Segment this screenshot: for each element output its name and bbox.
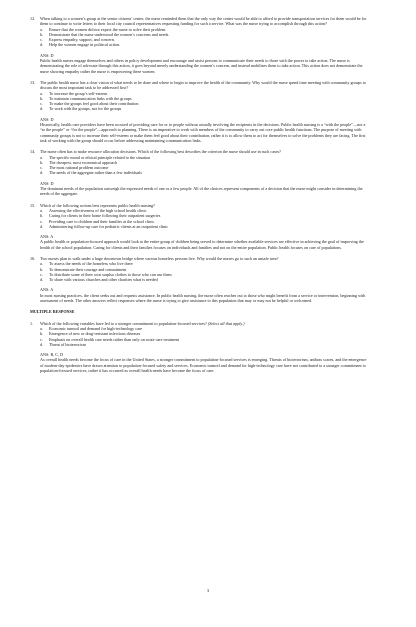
option-text: To make the groups feel good about their contribution — [49, 101, 139, 107]
option-letter: a. — [40, 207, 43, 213]
answer-key: ANS: A — [40, 287, 54, 293]
option-d — [40, 224, 370, 229]
rationale: Public health nurses engage themselves and others in policy development and encourage and assist persons to communicate their needs to those with the power to take action. The nurse is demonstrating the role of advocate through this action, it goes beyond merely understanding the women’s concern, and instead mobilizes them to take action. This action does not demonstrate the nurse showing empathy rather the nurse is empowering these women. — [40, 58, 363, 74]
question-stem: Two nurses plan to walk under a huge downtown bridge where various homeless persons live. Why would the nurses go to such an unsafe area? — [40, 255, 279, 261]
option-text: Administering follow-up care for pediatric clients at an outpatient clinic — [49, 223, 169, 229]
select-all-note: (Select all that apply.) — [207, 320, 245, 326]
question-14 — [30, 149, 370, 196]
question-stem-text: Which of the following variables have led to a stronger commitment to population-focused services? — [40, 320, 207, 326]
option-list — [40, 326, 370, 347]
option-text: Emergence of new or drug-resistant infectious diseases — [49, 331, 141, 337]
option-letter: c. — [40, 101, 43, 107]
option-letter: a. — [40, 325, 43, 331]
option-letter: c. — [40, 165, 43, 171]
option-text: Demonstrate that the nurse understood the women’s concerns and needs. — [49, 31, 170, 37]
option-letter: a. — [40, 261, 43, 267]
option-letter: d. — [40, 277, 44, 283]
option-letter: b. — [40, 331, 44, 337]
option-text: Help the women engage in political action. — [49, 42, 121, 48]
option-text: To work with the groups, not for the groups — [49, 106, 122, 112]
option-d — [40, 342, 370, 347]
option-letter: b. — [40, 266, 44, 272]
question-number: 16. — [30, 255, 36, 261]
option-d — [40, 106, 370, 111]
option-d — [40, 277, 370, 282]
option-text: Express empathy, support, and concern. — [49, 37, 115, 43]
option-text: To share with various churches and other charities what is needed — [49, 277, 158, 283]
option-text: The specific moral or ethical principle related to the situation — [49, 154, 151, 160]
option-letter: c. — [40, 336, 43, 342]
option-text: To demonstrate their courage and commitment — [49, 266, 127, 272]
option-text: Threat of bioterrorism — [49, 341, 86, 347]
option-letter: b. — [40, 213, 44, 219]
section-heading: MULTIPLE RESPONSE — [30, 309, 75, 315]
option-text: To increase the group’s self-esteem — [49, 90, 108, 96]
option-letter: d. — [40, 42, 44, 48]
option-list — [40, 208, 370, 229]
page-number: 3 — [206, 588, 210, 593]
option-letter: d. — [40, 223, 44, 229]
option-text: Providing care to children and their families at the school clinic — [49, 218, 155, 224]
option-letter: c. — [40, 218, 43, 224]
answer-key: ANS: D — [40, 180, 54, 186]
rationale: The dominant needs of the population outweigh the expressed needs of one or a few people. All of the choices represent components of a decision that the nurse might consider in determining the needs of the aggregate. — [40, 186, 363, 197]
answer-key: ANS: D — [40, 116, 54, 122]
rationale: In most nursing practices, the client seeks out and requests assistance. In public health nursing, the nurse often reaches out to those who might benefit from a service or intervention, beginning with assessment of needs. The other answers reflect responses where the nurse is trying to give assistance to this population that may or may not be helpful or welcomed. — [40, 292, 366, 304]
option-list — [40, 261, 370, 282]
option-text: The most rational problem outcome — [49, 165, 109, 171]
question-15 — [30, 203, 370, 250]
option-letter: c. — [40, 37, 43, 43]
option-text: Assessing the effectiveness of the high school health clinic — [49, 207, 147, 213]
option-letter: a. — [40, 154, 43, 160]
option-text: Ensure that the women did not expect the nurse to solve their problem. — [49, 26, 167, 32]
option-text: Caring for clients in their home following their outpatient surgeries — [49, 213, 161, 219]
question-number: 15. — [30, 202, 36, 208]
option-letter: b. — [40, 159, 44, 165]
option-letter: a. — [40, 26, 43, 32]
option-letter: b. — [40, 95, 44, 101]
question-stem: The nurse often has to make resource allocation decisions. Which of the following best describes the criterion the nurse should use in such cases? — [40, 149, 281, 155]
multiple-response-question-1 — [30, 321, 370, 374]
option-text: The needs of the aggregate rather than a few individuals — [49, 170, 143, 176]
option-d — [40, 42, 370, 47]
question-number: 14. — [30, 149, 36, 155]
rationale: A public health or population-focused approach would look at the entire group of children being served to determine whether available services are effective in achieving the goal of improving the health of the school population. Caring for clients and their families focuses on individuals and families and not on the entire population. Public health focuses on care of populations. — [40, 239, 364, 250]
question-number: 12. — [30, 16, 36, 21]
option-letter: a. — [40, 90, 43, 96]
option-list — [40, 27, 370, 48]
question-12 — [30, 16, 370, 74]
question-stem: The public health nurse has a clear vision of what needs to be done and where to begin to improve the health of the community. Why would the nurse spend time meeting with community groups to discuss the most important task to be addressed first? — [40, 79, 366, 91]
option-list — [40, 155, 370, 176]
option-text: Economic turmoil and demand for high-technology care — [49, 325, 143, 331]
question-13 — [30, 80, 370, 143]
option-text: To assess the needs of the homeless who live there — [49, 261, 133, 267]
option-letter: c. — [40, 271, 43, 277]
option-letter: d. — [40, 106, 44, 112]
question-stem: Which of the following actions best represents public health nursing? — [40, 202, 155, 208]
question-stem: When talking to a women’s group at the senior citizens’ center, the nurse reminded them that the only way the center would be able to afford to provide transportation services for them would be for them to continue to write letters to their local city council representatives requesting funding for such a service. What was the nurse trying to accomplish through this action? — [40, 16, 367, 27]
answer-key: ANS: D — [40, 52, 54, 58]
option-text: Emphasis on overall health care needs rather than only on acute care treatment — [49, 336, 180, 342]
rationale: As overall health needs become the focus of care in the United States, a stronger commitment to population-focused services is emerging. Threats of bioterrorism, anthrax scares, and the emergence of modern-day epidemics have drawn attention to population-focused safety and services. Economic turmoil and demand for high-technology care have not contributed to a stronger commitment to population-focused services, rather it has occurred as overall health needs have become the focus of care. — [40, 357, 367, 374]
option-text: To distribute some of their own surplus clothes to those who can use them — [49, 271, 172, 277]
option-text: The cheapest, most economical approach — [49, 159, 118, 165]
option-d — [40, 170, 370, 175]
option-text: To maintain communication links with the groups — [49, 95, 132, 101]
answer-key: ANS: B, C, D — [40, 352, 64, 358]
option-letter: d. — [40, 341, 44, 347]
option-letter: d. — [40, 170, 44, 176]
question-16 — [30, 256, 370, 303]
answer-key: ANS: A — [40, 234, 54, 240]
question-number: 1. — [30, 320, 34, 326]
rationale: Historically, health care providers have been accused of providing care for or to people without actually involving the recipients in the decisions. Public health nursing is a “with the people”—not a “to the people” or “for the people”—approach to planning. There is an imperative to work with members of the community to carry out core public health functions. The purpose of meeting with community groups is not to increase their self-esteem or make them feel good about their contribution, rather it is to allow them to act for themselves to solve the problems they are facing. The first task of working with the group should occur before addressing maintaining communication links. — [40, 122, 366, 143]
option-list — [40, 91, 370, 112]
question-number: 13. — [30, 79, 36, 85]
option-letter: b. — [40, 31, 44, 37]
